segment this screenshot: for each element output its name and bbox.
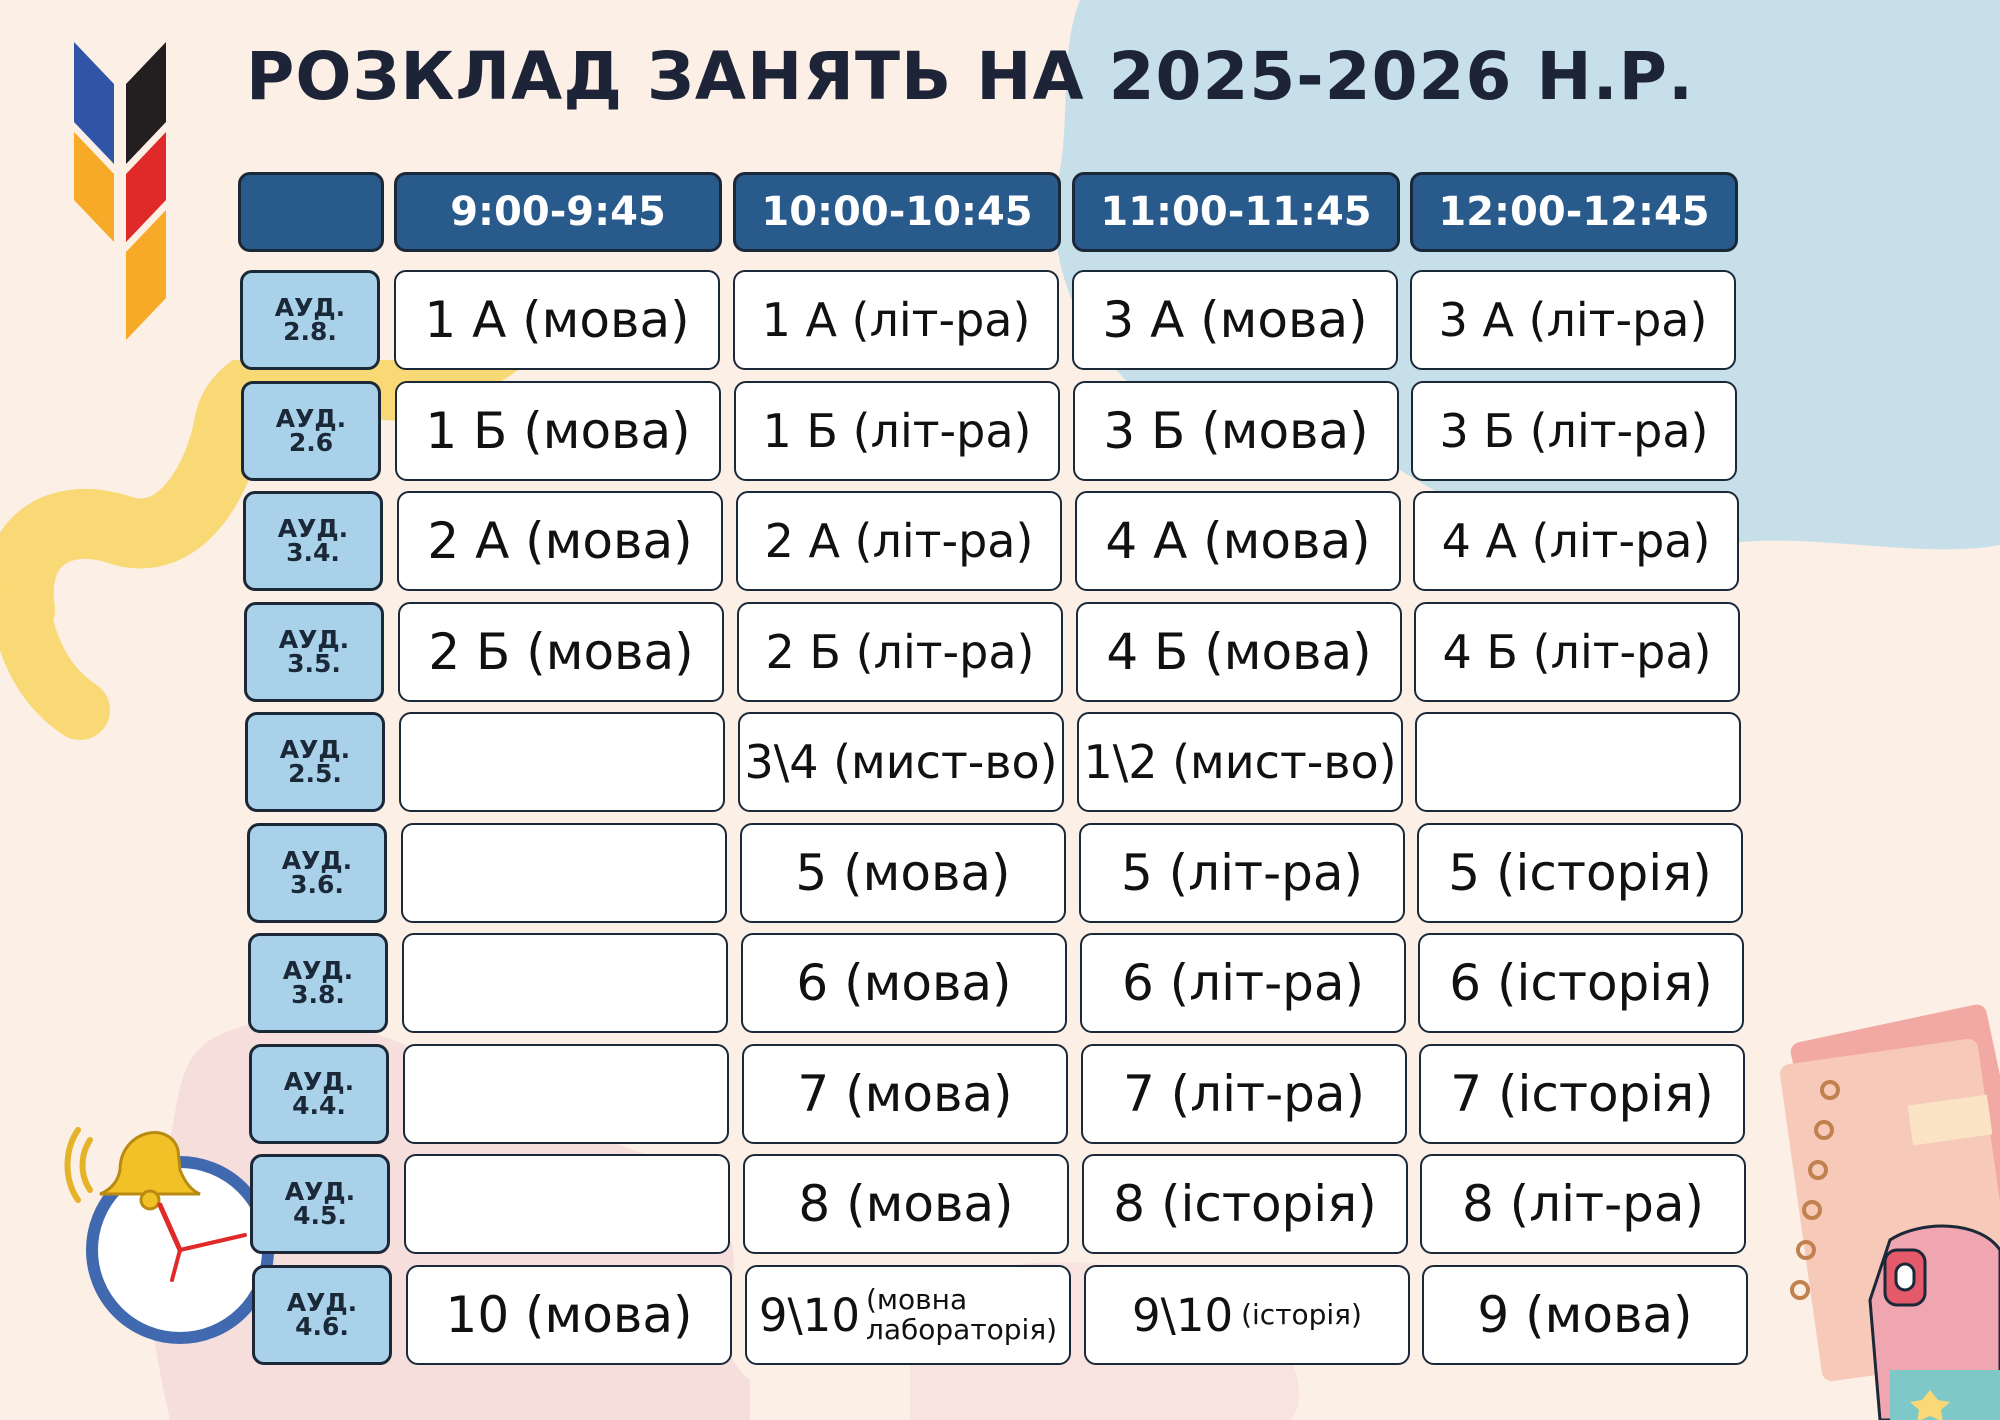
cell-text: 1 А (літ-ра) <box>761 293 1031 347</box>
cell-text: 6 (мова) <box>796 954 1012 1012</box>
cell-text: 5 (мова) <box>795 844 1011 902</box>
schedule-cell <box>1418 933 1744 1033</box>
cell-text: 4 Б (мова) <box>1106 623 1372 681</box>
schedule-cell <box>1415 712 1741 812</box>
cell-text: 7 (мова) <box>797 1065 1013 1123</box>
cell-text: 9 (мова) <box>1477 1286 1693 1344</box>
cell-text: 3 Б (літ-ра) <box>1439 404 1709 458</box>
cell-text: 2 Б (літ-ра) <box>765 625 1035 679</box>
schedule-cell <box>397 491 723 591</box>
cell-text: 6 (історія) <box>1449 954 1713 1012</box>
cell-text: 4 А (літ-ра) <box>1441 514 1711 568</box>
cell-text: 4 Б (літ-ра) <box>1442 625 1712 679</box>
schedule-cell <box>399 712 725 812</box>
header-time-slot: 10:00-10:45 <box>733 172 1061 252</box>
schedule-cell <box>401 823 727 923</box>
schedule-cell <box>1082 1154 1408 1254</box>
cell-text: 8 (літ-ра) <box>1461 1175 1705 1233</box>
schedule-cell <box>1410 270 1736 370</box>
schedule-cell <box>733 270 1059 370</box>
schedule-cell <box>1072 270 1398 370</box>
room-label <box>245 712 385 812</box>
schedule-cell <box>738 712 1064 812</box>
schedule-cell <box>745 1265 1071 1365</box>
room-number: 2.8. <box>283 317 337 346</box>
room-label <box>240 270 380 370</box>
cell-text: 3 А (літ-ра) <box>1438 293 1708 347</box>
schedule-cell <box>394 270 720 370</box>
cell-text: 10 (мова) <box>445 1286 693 1344</box>
schedule-cell <box>406 1265 732 1365</box>
room-number: 3.4. <box>286 538 340 567</box>
schedule-cell <box>743 1154 1069 1254</box>
cell-text: 2 А (мова) <box>427 512 693 570</box>
cell-text: 1 Б (літ-ра) <box>762 404 1032 458</box>
room-prefix: АУД. <box>286 1288 358 1317</box>
schedule-cell <box>404 1154 730 1254</box>
room-prefix: АУД. <box>282 956 354 985</box>
cell-text: 7 (історія) <box>1450 1065 1714 1123</box>
header-time-slot: 12:00-12:45 <box>1410 172 1738 252</box>
schedule-cell <box>741 933 1067 1033</box>
schedule-cell <box>734 381 1060 481</box>
schedule-cell <box>1414 602 1740 702</box>
schedule-cell <box>1417 823 1743 923</box>
schedule-cell <box>740 823 1066 923</box>
cell-text: 3 Б (мова) <box>1103 402 1369 460</box>
room-number: 4.6. <box>295 1312 349 1341</box>
room-prefix: АУД. <box>277 514 349 543</box>
room-prefix: АУД. <box>278 625 350 654</box>
schedule-cell <box>1079 823 1405 923</box>
schedule-cell <box>1080 933 1406 1033</box>
room-prefix: АУД. <box>274 293 346 322</box>
cell-text: 1 Б (мова) <box>425 402 691 460</box>
cell-note <box>1241 1298 1362 1331</box>
page-title: РОЗКЛАД ЗАНЯТЬ НА 2025-2026 Н.Р. <box>246 38 1695 115</box>
cell-note-line: (мовна <box>865 1283 968 1316</box>
room-number: 3.8. <box>291 980 345 1009</box>
cell-text: 6 (літ-ра) <box>1121 954 1365 1012</box>
header-time-slot: 11:00-11:45 <box>1072 172 1400 252</box>
header-time-slot: 9:00-9:45 <box>394 172 722 252</box>
room-number: 4.4. <box>292 1091 346 1120</box>
room-number: 2.5. <box>288 759 342 788</box>
cell-class: 9\10 <box>1132 1288 1234 1342</box>
room-prefix: АУД. <box>283 1067 355 1096</box>
room-prefix: АУД. <box>284 1177 356 1206</box>
room-label <box>241 381 381 481</box>
cell-text: 7 (літ-ра) <box>1122 1065 1366 1123</box>
cell-text: 4 А (мова) <box>1105 512 1371 570</box>
schedule-cell <box>1075 491 1401 591</box>
room-label <box>244 602 384 702</box>
cell-text: 1\2 (мист-во) <box>1083 735 1397 789</box>
room-prefix: АУД. <box>275 404 347 433</box>
cell-text: 3\4 (мист-во) <box>744 735 1058 789</box>
room-label <box>250 1154 390 1254</box>
room-number: 3.5. <box>287 649 341 678</box>
schedule-cell <box>1084 1265 1410 1365</box>
room-label <box>248 933 388 1033</box>
room-label <box>247 823 387 923</box>
schedule-cell <box>1420 1154 1746 1254</box>
cell-text: 5 (історія) <box>1448 844 1712 902</box>
room-label <box>249 1044 389 1144</box>
schedule-cell <box>742 1044 1068 1144</box>
schedule-cell <box>1422 1265 1748 1365</box>
schedule-cell <box>736 491 1062 591</box>
room-number: 4.5. <box>293 1201 347 1230</box>
room-number: 2.6 <box>288 428 334 457</box>
cell-class: 9\10 <box>758 1288 860 1342</box>
cell-text: 8 (історія) <box>1113 1175 1377 1233</box>
cell-text: 2 А (літ-ра) <box>764 514 1034 568</box>
schedule-cell <box>398 602 724 702</box>
schedule-cell <box>403 1044 729 1144</box>
cell-note <box>866 1285 1057 1345</box>
cell-note-line: (історія) <box>1241 1298 1362 1331</box>
schedule-cell <box>1076 602 1402 702</box>
room-label <box>252 1265 392 1365</box>
cell-text: 8 (мова) <box>798 1175 1014 1233</box>
room-label <box>243 491 383 591</box>
schedule-cell <box>737 602 1063 702</box>
header-corner-cell <box>238 172 384 252</box>
cell-text: 5 (літ-ра) <box>1120 844 1364 902</box>
schedule-cell <box>1419 1044 1745 1144</box>
cell-note-line: лабораторія) <box>865 1313 1058 1346</box>
room-prefix: АУД. <box>279 735 351 764</box>
schedule-cell <box>402 933 728 1033</box>
room-prefix: АУД. <box>281 846 353 875</box>
cell-text: 3 А (мова) <box>1102 291 1368 349</box>
schedule-cell <box>395 381 721 481</box>
schedule-cell <box>1411 381 1737 481</box>
cell-text: 1 А (мова) <box>424 291 690 349</box>
cell-text: 2 Б (мова) <box>428 623 694 681</box>
schedule-cell <box>1073 381 1399 481</box>
schedule-cell <box>1413 491 1739 591</box>
room-number: 3.6. <box>290 870 344 899</box>
schedule-cell <box>1077 712 1403 812</box>
schedule-cell <box>1081 1044 1407 1144</box>
